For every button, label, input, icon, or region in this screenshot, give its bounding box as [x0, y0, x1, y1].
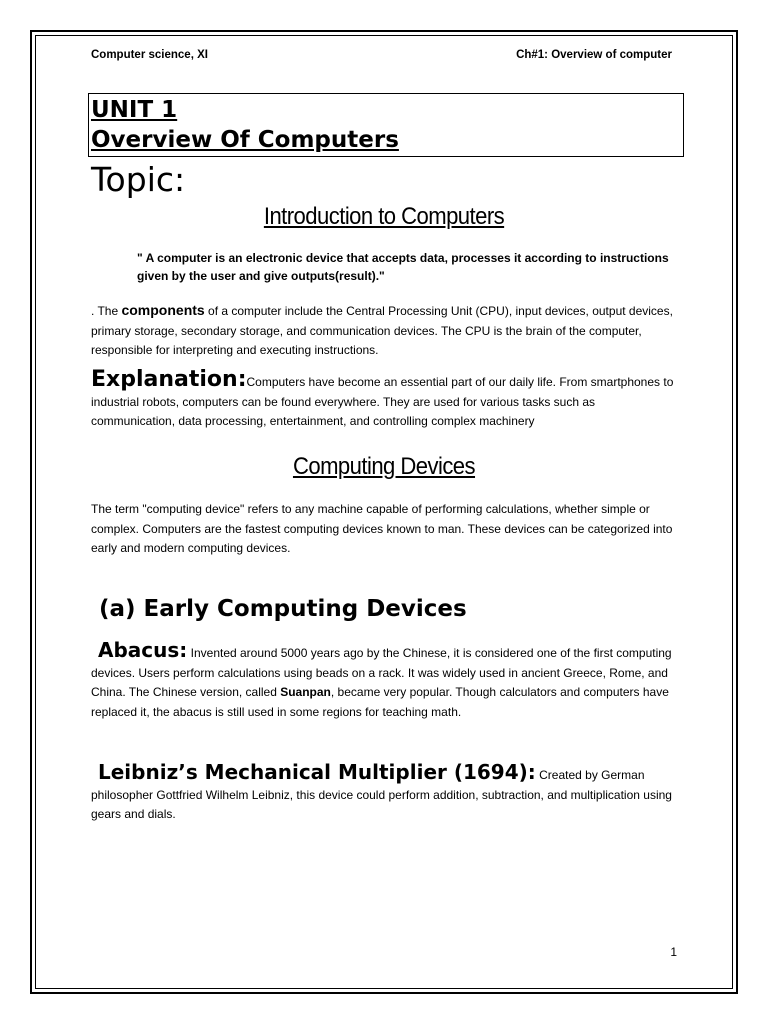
components-text: of a computer include the Central Processing Unit (CPU), input devices, output devices, primary storage, secondary storage, and communication devices. The CPU is the brain of the computer, responsible for interpreting and executing instructions. [91, 304, 673, 357]
components-prefix: . The [91, 304, 122, 318]
leibniz-text: Created by German philosopher Gottfried Wilhelm Leibniz, this device could perform addition, subtraction, and multiplication using gears and dials. [91, 768, 672, 821]
unit-number: UNIT 1 [91, 97, 178, 123]
leibniz-label: Leibniz’s Mechanical Multiplier (1694): [98, 760, 536, 784]
explanation-paragraph [91, 367, 677, 432]
abacus-text-before: Invented around 5000 years ago by the Chinese, it is considered one of the first computing devices. Users perform calculations using beads on a rack. It was widely used in ancient Greece, Rome, and China. The Chinese version, called [91, 646, 672, 699]
abacus-paragraph [91, 638, 677, 722]
suanpan-term: Suanpan [280, 685, 331, 699]
topic-label: Topic: [91, 160, 186, 199]
components-keyword: components [121, 302, 205, 318]
explanation-text: Computers have become an essential part of our daily life. From smartphones to industrial robots, computers can be found everywhere. They are used for various tasks such as communication, data processing, entertainment, and controlling complex machinery [91, 375, 674, 428]
explanation-label: Explanation: [91, 367, 247, 392]
leibniz-paragraph [91, 760, 677, 825]
early-devices-heading: (a) Early Computing Devices [99, 596, 467, 622]
page-number: 1 [670, 945, 677, 959]
header-subject: Computer science, XI [91, 49, 208, 61]
header-chapter: Ch#1: Overview of computer [516, 49, 672, 61]
intro-heading: Introduction to Computers [263, 203, 505, 230]
components-paragraph [91, 301, 677, 361]
definition-quote: " A computer is an electronic device that accepts data, processes it according to instructions given by the user and give outputs(result)." [137, 251, 669, 283]
computing-devices-heading: Computing Devices [292, 453, 476, 480]
unit-title: Overview Of Computers [91, 127, 399, 153]
abacus-label: Abacus: [98, 638, 188, 662]
computing-devices-paragraph: The term "computing device" refers to any machine capable of performing calculations, whether simple or complex. Computers are the fastest computing devices known to man. These devices can be categorized into early and modern computing devices. [91, 502, 673, 555]
abacus-text-after: , became very popular. Though calculators and computers have replaced it, the abacus is still used in some regions for teaching math. [91, 685, 669, 719]
